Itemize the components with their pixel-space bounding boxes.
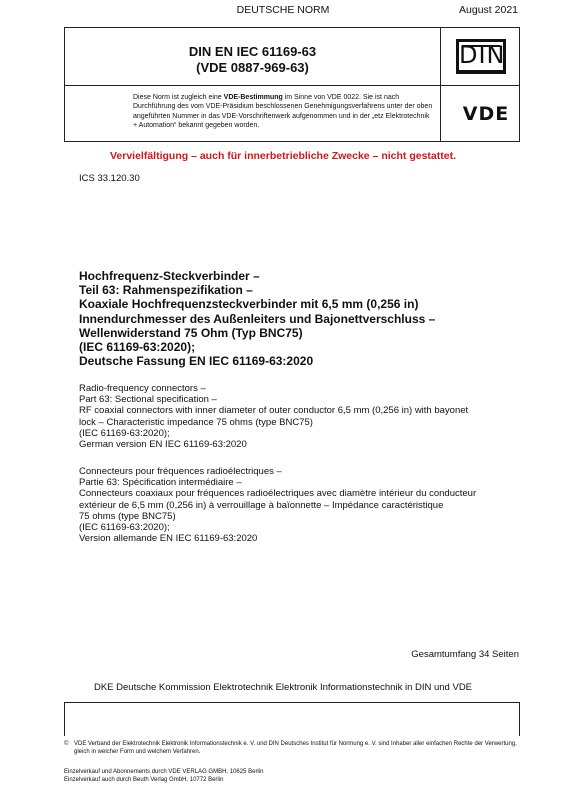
ics-code: ICS 33.120.30 — [79, 173, 140, 184]
vde-box — [64, 85, 520, 142]
title-german — [79, 269, 539, 368]
din-logo — [456, 39, 506, 74]
vde-logo: VDE — [462, 103, 510, 125]
document-number-vde: (VDE 0887-969-63) — [196, 60, 309, 75]
title-line: (IEC 61169-63:2020); — [79, 522, 170, 534]
page-count: Gesamtumfang 34 Seiten — [411, 649, 519, 660]
title-line: Connecteurs coaxiaux pour fréquences radioélectriques avec diamètre intérieur du conducteur — [79, 488, 477, 500]
reproduction-warning: Vervielfältigung – auch für innerbetriebliche Zwecke – nicht gestattet. — [109, 150, 456, 162]
sales-info — [64, 768, 263, 784]
title-line: (IEC 61169-63:2020); — [79, 340, 196, 355]
title-line: Teil 63: Rahmenspezifikation – — [79, 283, 253, 298]
title-line: Innendurchmesser des Außenleiters und Bajonettverschluss – — [79, 311, 436, 326]
vde-statement-prefix: Diese Norm ist zugleich eine — [133, 94, 224, 101]
title-line: Part 63: Sectional specification – — [79, 394, 217, 406]
copyright-text: VDE Verband der Elektrotechnik Elektronik Informationstechnik e. V. und DIN Deutsches Institut für Normung e. V. sind Inhaber aller einfachen Rechte der Verwertung, gleich in welcher Form und welchem Verfahren. — [74, 741, 517, 755]
footer-bracket — [64, 702, 520, 736]
publication-date: August 2021 — [459, 4, 518, 16]
divider — [440, 86, 441, 141]
sales-line: Einzelverkauf und Abonnements durch VDE VERLAG GMBH, 10625 Berlin — [64, 769, 264, 775]
title-line: extérieur de 6,5 mm (0,256 in) à verrouillage à baïonnette – Impédance caractéristique — [79, 499, 444, 511]
title-line: Deutsche Fassung EN IEC 61169-63:2020 — [79, 354, 314, 369]
title-line: German version EN IEC 61169-63:2020 — [79, 439, 247, 451]
vde-statement — [133, 93, 434, 130]
dke-line: DKE Deutsche Kommission Elektrotechnik Elektronik Informationstechnik in DIN und VDE — [93, 682, 473, 693]
title-french — [79, 466, 539, 544]
title-line: Wellenwiderstand 75 Ohm (Typ BNC75) — [79, 325, 303, 340]
copyright-icon: © — [64, 741, 69, 747]
title-line: Partie 63: Spécification intermédiaire – — [79, 477, 242, 489]
title-line: 75 ohms (type BNC75) — [79, 510, 176, 522]
norm-type: DEUTSCHE NORM — [236, 4, 330, 16]
title-line: (IEC 61169-63:2020); — [79, 427, 170, 439]
title-line: Connecteurs pour fréquences radioélectriques – — [79, 466, 282, 477]
divider — [440, 28, 441, 85]
title-box — [64, 27, 520, 86]
vde-statement-bold: VDE-Bestimmung — [223, 94, 283, 101]
sales-line: Einzelverkauf auch durch Beuth Verlag GmbH, 10772 Berlin — [64, 777, 224, 783]
title-line: Radio-frequency connectors – — [79, 383, 206, 394]
title-line: Version allemande EN IEC 61169-63:2020 — [79, 533, 258, 545]
title-line: RF coaxial connectors with inner diameter of outer conductor 6,5 mm (0,256 in) with bayonet — [79, 405, 469, 417]
copyright-notice — [64, 741, 520, 756]
title-line: lock – Characteristic impedance 75 ohms (type BNC75) — [79, 416, 313, 428]
title-line: Koaxiale Hochfrequenzsteckverbinder mit 6,5 mm (0,256 in) — [79, 297, 419, 312]
title-line: Hochfrequenz-Steckverbinder – — [79, 269, 260, 283]
document-number — [65, 44, 440, 76]
vde-statement-suffix: im Sinne von VDE 0022. Sie ist nach Durchführung des vom VDE-Präsidium beschlossenen Genehmigungsverfahrens unter der oben angeführten Nummer in das VDE-Vorschriftenwerk aufgenommen und in der „etz Elektrotechnik + Automation“ bekannt gegeben worden. — [133, 94, 433, 129]
title-english — [79, 383, 539, 450]
din-logo-text: DIN — [459, 41, 506, 69]
document-number-din: DIN EN IEC 61169-63 — [188, 44, 317, 59]
